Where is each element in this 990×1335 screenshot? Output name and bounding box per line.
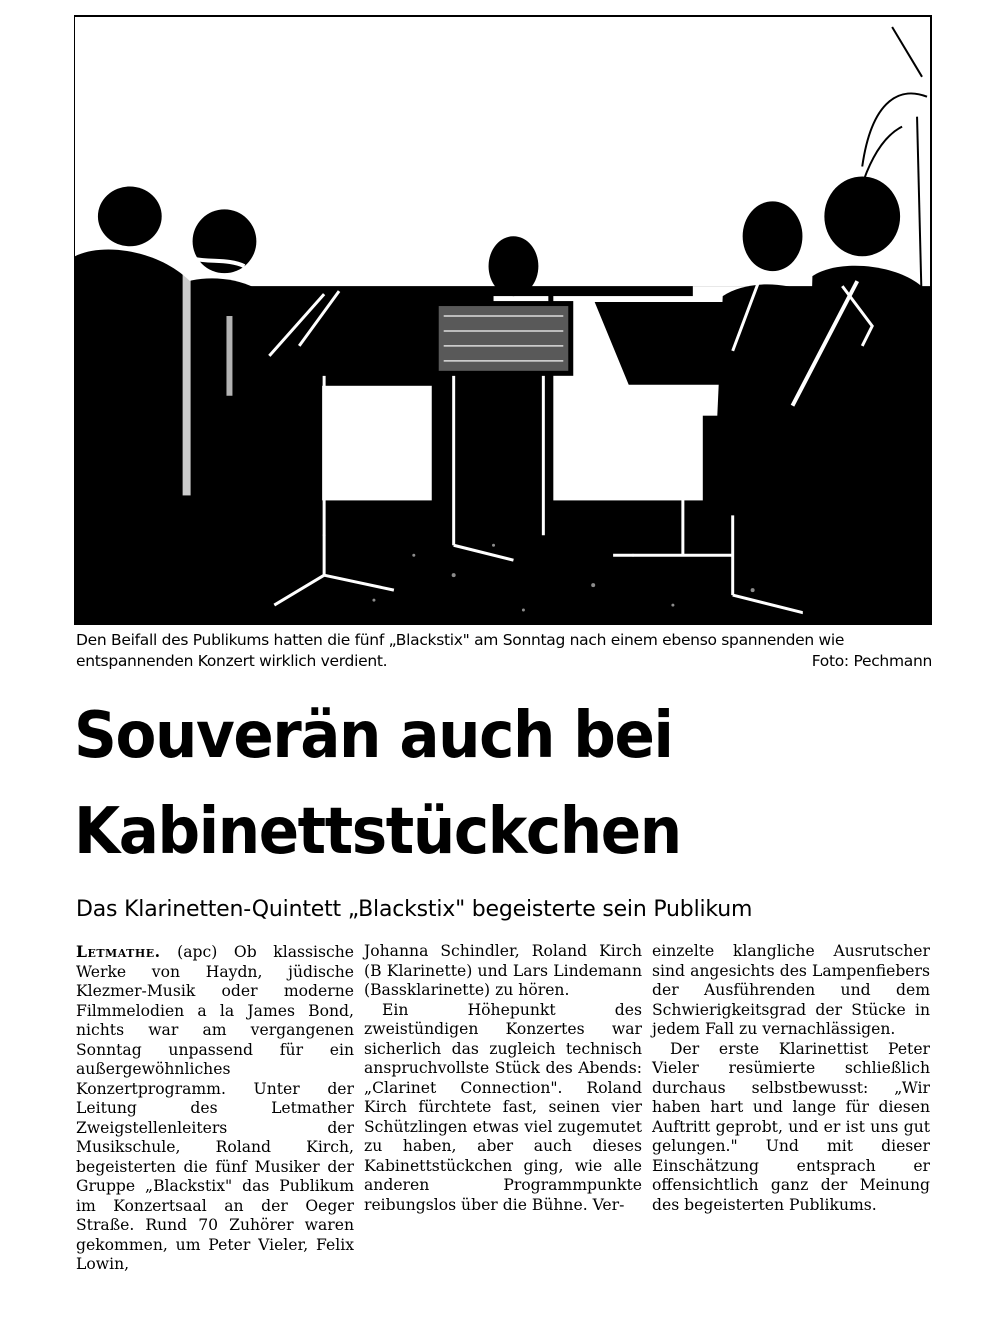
article-column-2 xyxy=(364,942,642,1275)
subheadline: Das Klarinetten-Quintett „Blackstix" begeisterte sein Publikum xyxy=(76,897,753,922)
article-paragraph: einzelte klangliche Ausrutscher sind angesichts des Lampenfiebers der Ausführenden und dem Schwierigkeitsgrad der Stücke in jedem Fall zu vernachlässigen. xyxy=(652,942,930,1038)
quintet-photo-illustration xyxy=(75,17,930,625)
article-paragraph xyxy=(76,942,354,1275)
article-body xyxy=(76,942,936,1275)
photo-caption xyxy=(76,630,932,672)
article-column-3 xyxy=(652,942,930,1275)
article-paragraph: Der erste Klarinettist Peter Vieler resümierte schließlich durchaus selbstbewusst: „Wir haben hart und lange für diesen Auftritt geprobt, und er ist uns gut gelungen." Und mit dieser Einschätzung entsprach er offensichtlich ganz der Meinung des begeisterten Publikums. xyxy=(652,1039,930,1214)
paragraph-text: (apc) Ob klassische Werke von Haydn, jüdische Klezmer-Musik oder moderne Filmmelodien a la James Bond, nichts war am vergangenen Sonntag unpassend für ein außergewöhnliches Konzertprogramm. Unter der Leitung des Letmather Zweigstellenleiters der Musikschule, Roland Kirch, begeisterten die fünf Musiker der Gruppe „Blackstix" das Publikum im Konzertsaal an der Oeger Straße. Rund 70 Zuhörer waren gekommen, um Peter Vieler, Felix Lowin, xyxy=(76,943,354,1273)
photo-credit: Foto: Pechmann xyxy=(811,652,932,670)
article-paragraph: Ein Höhepunkt des zweistündigen Konzertes war sicherlich das zugleich technisch anspruchvollste Stück des Abends: „Clarinet Connection". Roland Kirch fürchtete fast, seinen vier Schützlingen etwas viel zugemutet zu haben, aber auch dieses Kabinettstückchen ging, wie alle anderen Programmpunkte reibungslos über die Bühne. Ver- xyxy=(364,1000,642,1214)
concert-photo xyxy=(74,15,932,625)
headline-line-2: Kabinettstückchen xyxy=(74,795,681,869)
headline-line-1: Souverän auch bei xyxy=(74,699,673,773)
article-column-1 xyxy=(76,942,354,1275)
dateline: Letmathe. xyxy=(76,942,161,961)
headline xyxy=(74,688,874,880)
caption-line-2: entspannenden Konzert wirklich verdient. xyxy=(76,652,388,670)
caption-line-1: Den Beifall des Publikums hatten die fünf „Blackstix" am Sonntag nach einem ebenso spannenden wie xyxy=(76,631,845,649)
article-paragraph: Johanna Schindler, Roland Kirch (B Klarinette) und Lars Lindemann (Bassklarinette) zu hören. xyxy=(364,942,642,999)
